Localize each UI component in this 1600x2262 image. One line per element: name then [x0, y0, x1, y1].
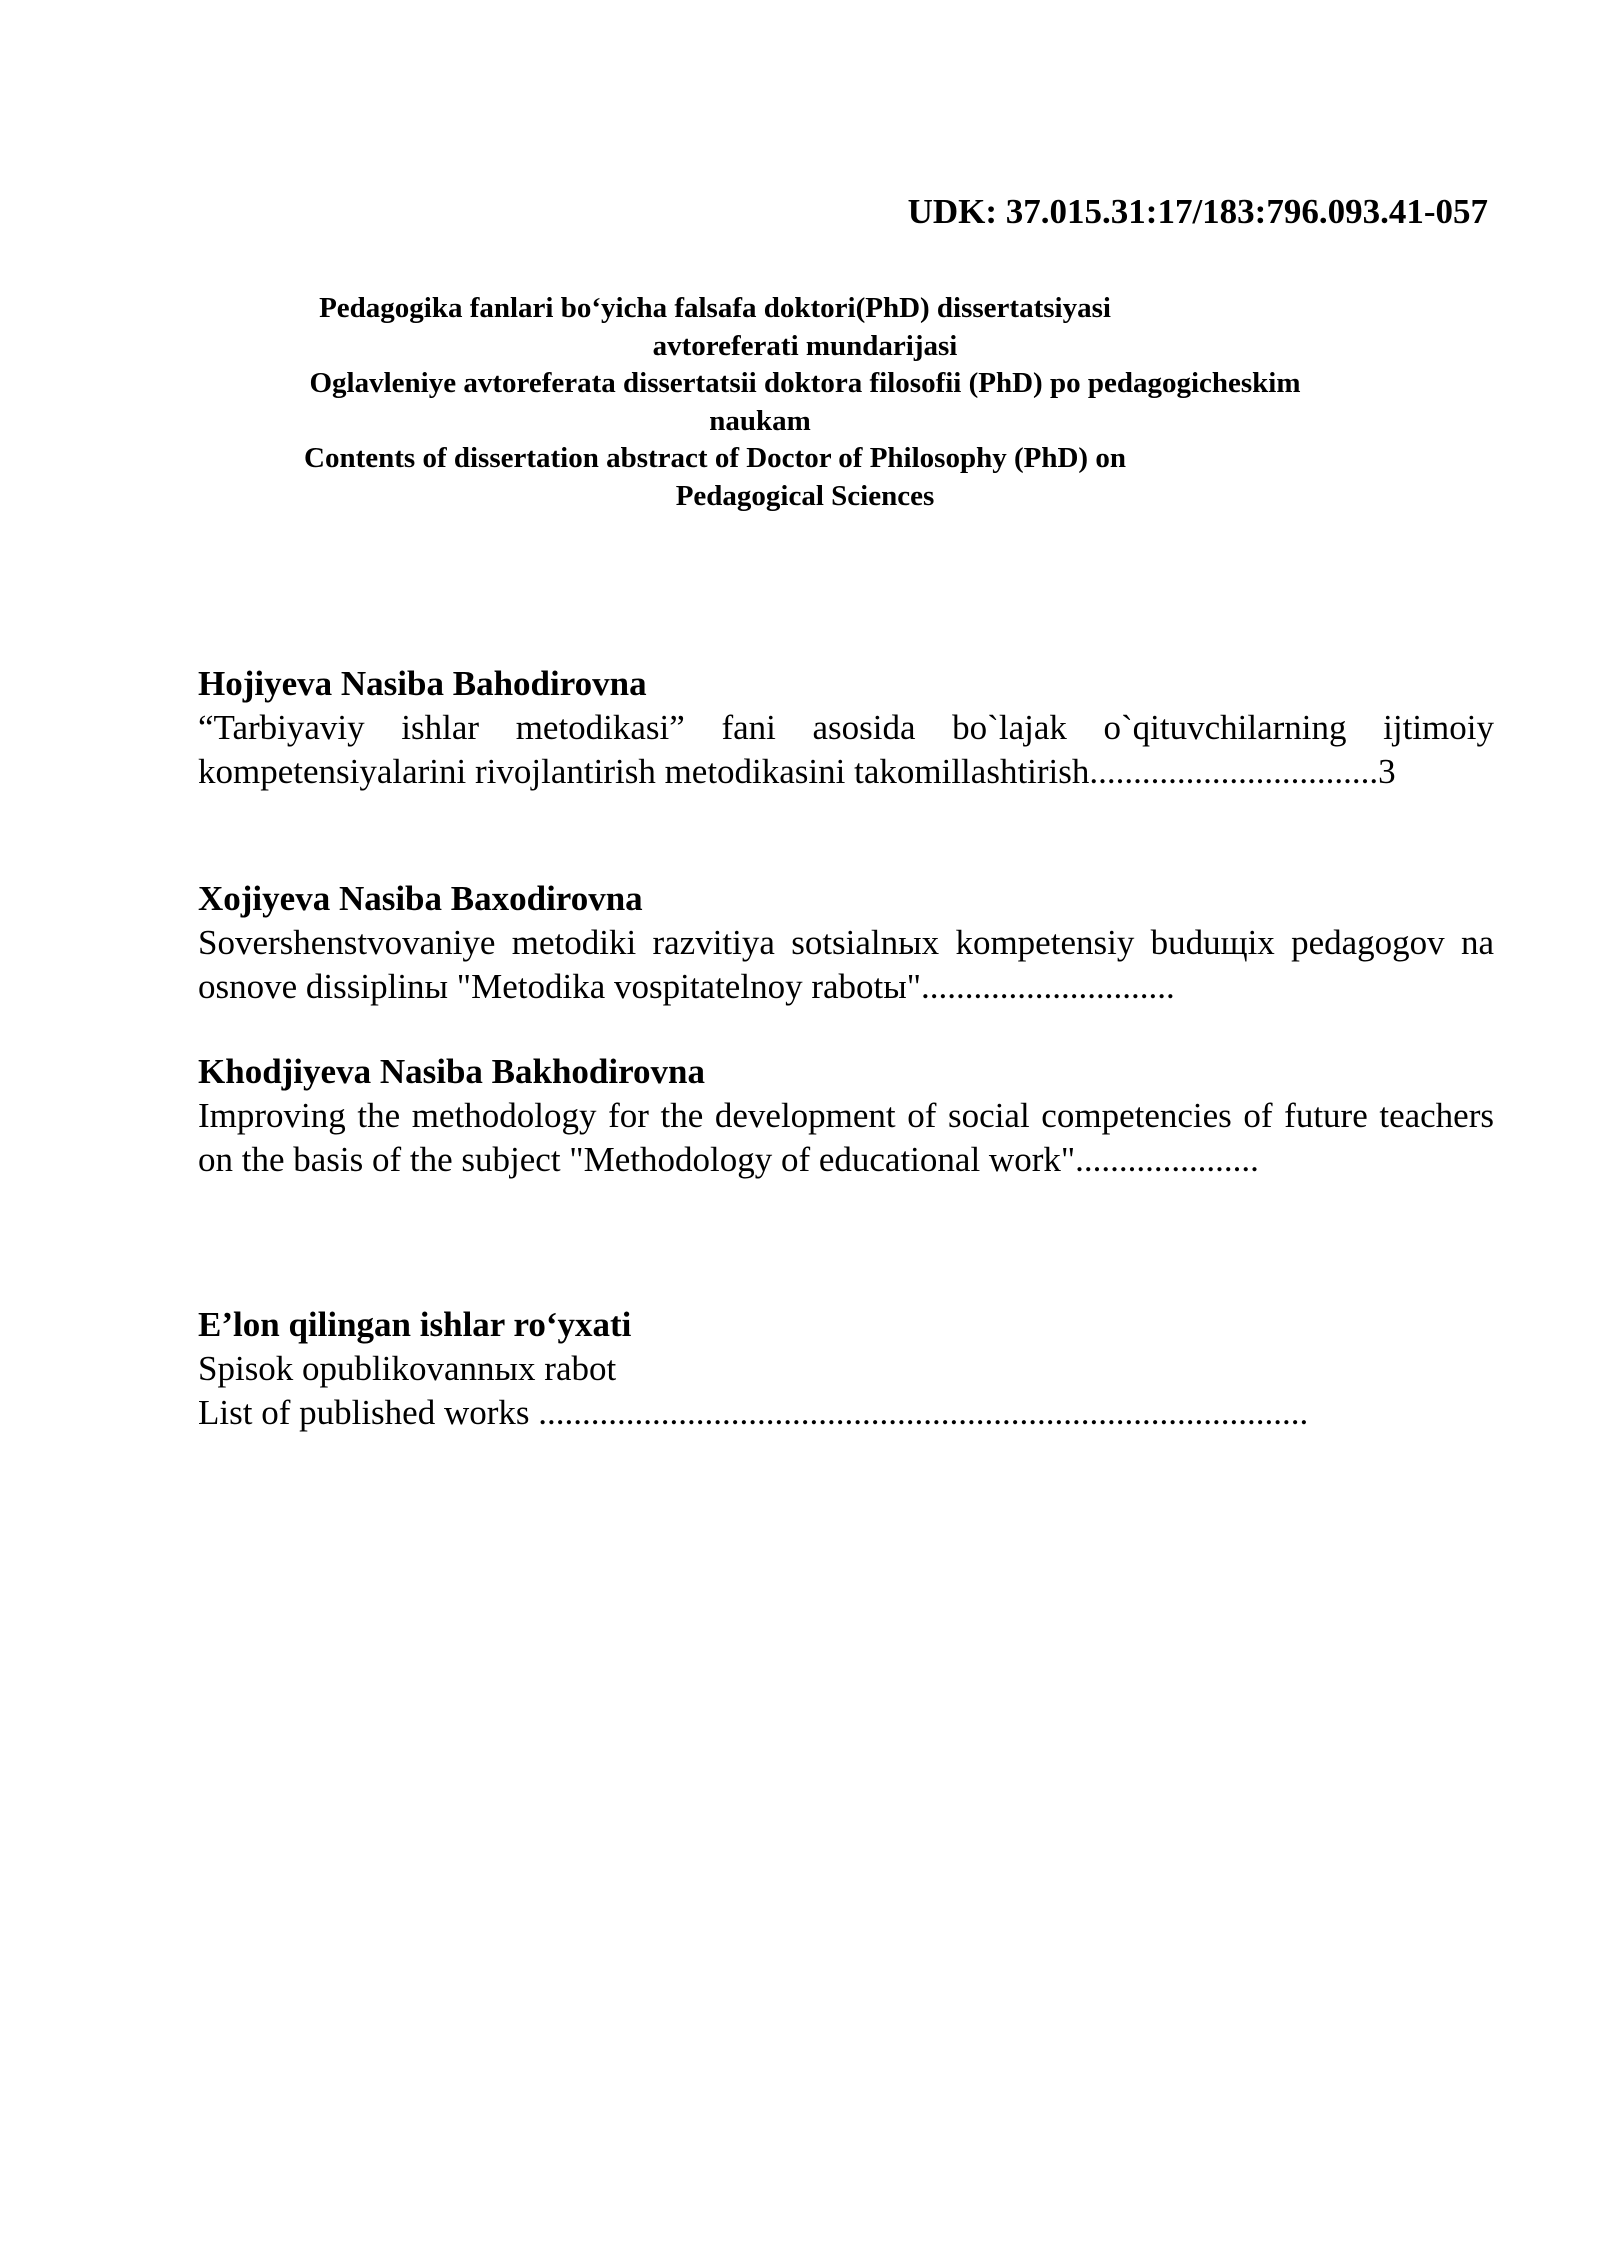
entry-author: Xojiyeva Nasiba Baxodirovna [198, 879, 643, 918]
entry-page-leader: ........................................................................................ [529, 1393, 1309, 1432]
entry-author: Hojiyeva Nasiba Bahodirovna [198, 664, 647, 703]
entry-title-text: List of published works [198, 1393, 530, 1432]
entry-title [198, 921, 1494, 1009]
entry-title [198, 706, 1494, 794]
toc-entry-en [198, 1050, 1494, 1182]
heading-line-uz-2: avtoreferati mundarijasi [652, 329, 958, 362]
udk-code: UDK: 37.015.31:17/183:796.093.41-057 [907, 192, 1488, 231]
heading-line-ru-2: naukam [709, 404, 811, 437]
heading-line-en-2: Pedagogical Sciences [675, 479, 935, 512]
entry-author: Khodjiyeva Nasiba Bakhodirovna [198, 1052, 705, 1091]
entry-subtitle-en [198, 1391, 1494, 1435]
heading-line-en-1: Contents of dissertation abstract of Doctor of Philosophy (PhD) on [304, 442, 1126, 474]
entry-title-text: Improving the methodology for the development of social competencies of future teachers on the basis of the subject "Methodology of educational work" [198, 1096, 1494, 1179]
entry-page-leader: ............................. [921, 967, 1175, 1006]
toc-entry-ru [198, 877, 1494, 1009]
toc-entry-uz [198, 662, 1494, 794]
entry-title-text: Sovershenstvovaniye metodiki razvitiya sotsialnыx kompetensiy buduщix pedagogov na osnove dissiplinы "Metodika vospitatelnoy rabotы" [198, 923, 1494, 1006]
entry-title-text: “Tarbiyaviy ishlar metodikasi” fani asosida bo`lajak o`qituvchilarning ijtimoiy kompetensiyalarini rivojlantirish metodikasini takomillashtirish [198, 708, 1494, 791]
entry-heading: E’lon qilingan ishlar ro‘yxati [198, 1305, 632, 1344]
entry-subtitle-ru: Spisok opublikovannых rabot [198, 1349, 617, 1388]
entry-page-leader: ..................... [1075, 1140, 1259, 1179]
contents-heading [280, 290, 1330, 515]
toc-entry-published-works [198, 1303, 1494, 1435]
entry-title [198, 1094, 1494, 1182]
entry-page-leader: .................................3 [1089, 752, 1396, 791]
heading-line-uz-1: Pedagogika fanlari bo‘yicha falsafa doktori(PhD) dissertatsiyasi [319, 292, 1111, 324]
heading-line-ru-1: Oglavleniye avtoreferata dissertatsii doktora filosofii (PhD) po pedagogicheskim [309, 367, 1301, 399]
